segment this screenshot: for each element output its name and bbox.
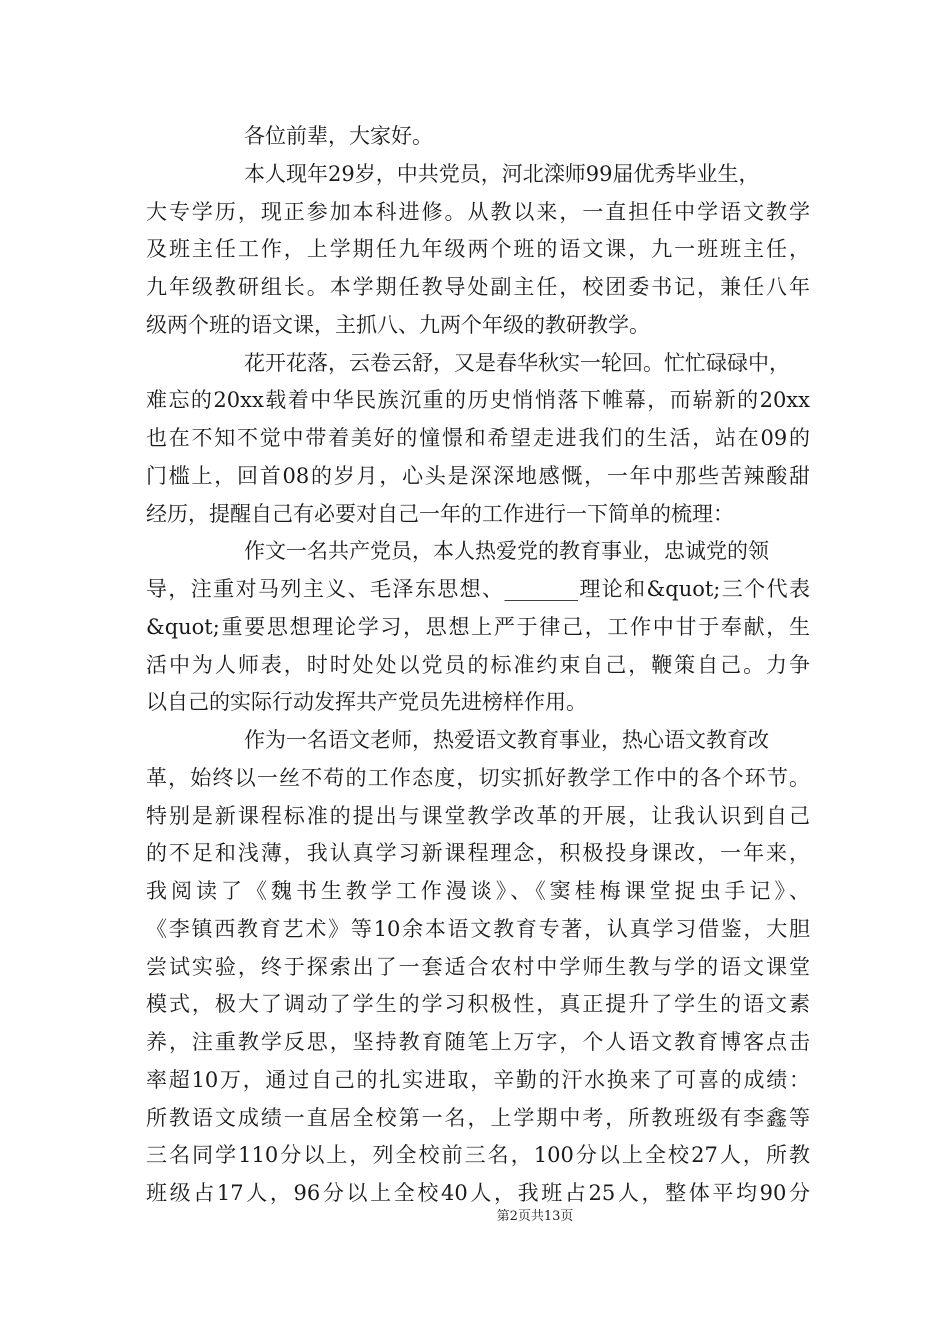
text-line: 难忘的20xx载着中华民族沉重的历史悄悄落下帷幕，而崭新的20xx: [146, 388, 810, 413]
text-line: 以自己的实际行动发挥共产党员先进榜样作用。: [146, 690, 587, 715]
text-line: 特别是新课程标准的提出与课堂教学改革的开展，让我认识到自己: [146, 803, 810, 828]
text-line: 作文一名共产党员，本人热爱党的教育事业，忠诚党的领: [244, 539, 769, 564]
text-line: 及班主任工作，上学期任九年级两个班的语文课，九一班班主任，: [146, 237, 810, 262]
text-line: 班级占17人，96分以上全校40人，我班占25人，整体平均90分: [146, 1181, 810, 1205]
text-line: 的不足和浅薄，我认真学习新课程理念，积极投身课改，一年来，: [146, 841, 810, 866]
text-line: 革，始终以一丝不苟的工作态度，切实抓好教学工作中的各个环节。: [146, 765, 810, 790]
text-line: 经历，提醒自己有必要对自己一年的工作进行一下简单的梳理：: [146, 501, 734, 526]
text-line: 作为一名语文老师，热爱语文教育事业，热心语文教育改: [244, 728, 769, 752]
text-line: 三名同学110分以上，列全校前三名，100分以上全校27人，所教: [146, 1143, 810, 1168]
text-line: 九年级教研组长。本学期任教导处副主任，校团委书记，兼任八年: [146, 275, 810, 299]
text-line: 本人现年29岁，中共党员，河北滦师99届优秀毕业生，: [244, 161, 760, 186]
text-line: 所教语文成绩一直居全校第一名，上学期中考，所教班级有李鑫等: [146, 1105, 810, 1130]
text-line: 尝试实验，终于探索出了一套适合农村中学师生教与学的语文课堂: [146, 954, 810, 979]
text-line: 大专学历，现正参加本科进修。从教以来，一直担任中学语文教学: [146, 199, 810, 224]
text-line: 花开花落，云卷云舒，又是春华秋实一轮回。忙忙碌碌中，: [244, 350, 790, 375]
text-line: &quot;重要思想理论学习，思想上严于律己，工作中甘于奉献，生: [146, 614, 810, 639]
text-line: 导，注重对马列主义、毛泽东思想、_______理论和&quot;三个代表: [146, 577, 810, 601]
text-line: 活中为人师表，时时处处以党员的标准约束自己，鞭策自己。力争: [146, 652, 810, 677]
text-line: 各位前辈，大家好。: [244, 124, 433, 148]
text-line: 养，注重教学反思，坚持教育随笔上万字，个人语文教育博客点击: [146, 1030, 810, 1054]
body-text: [146, 118, 810, 1213]
text-line: 门槛上，回首08的岁月，心头是深深地感慨，一年中那些苦辣酸甜: [146, 463, 810, 488]
text-line: 也在不知不觉中带着美好的憧憬和希望走进我们的生活，站在09的: [146, 426, 810, 450]
text-line: 级两个班的语文课，主抓八、九两个年级的教研教学。: [146, 312, 650, 337]
page-number: 第2页共13页: [496, 1209, 574, 1224]
text-line: 《李镇西教育艺术》等10余本语文教育专著，认真学习借鉴，大胆: [146, 916, 810, 941]
text-line: 率超10万，通过自己的扎实进取，辛勤的汗水换来了可喜的成绩：: [146, 1067, 810, 1092]
text-line: 模式，极大了调动了学生的学习积极性，真正提升了学生的语文素: [146, 992, 810, 1017]
text-line: 我阅读了《魏书生教学工作漫谈》、《窦桂梅课堂捉虫手记》、: [146, 879, 810, 903]
